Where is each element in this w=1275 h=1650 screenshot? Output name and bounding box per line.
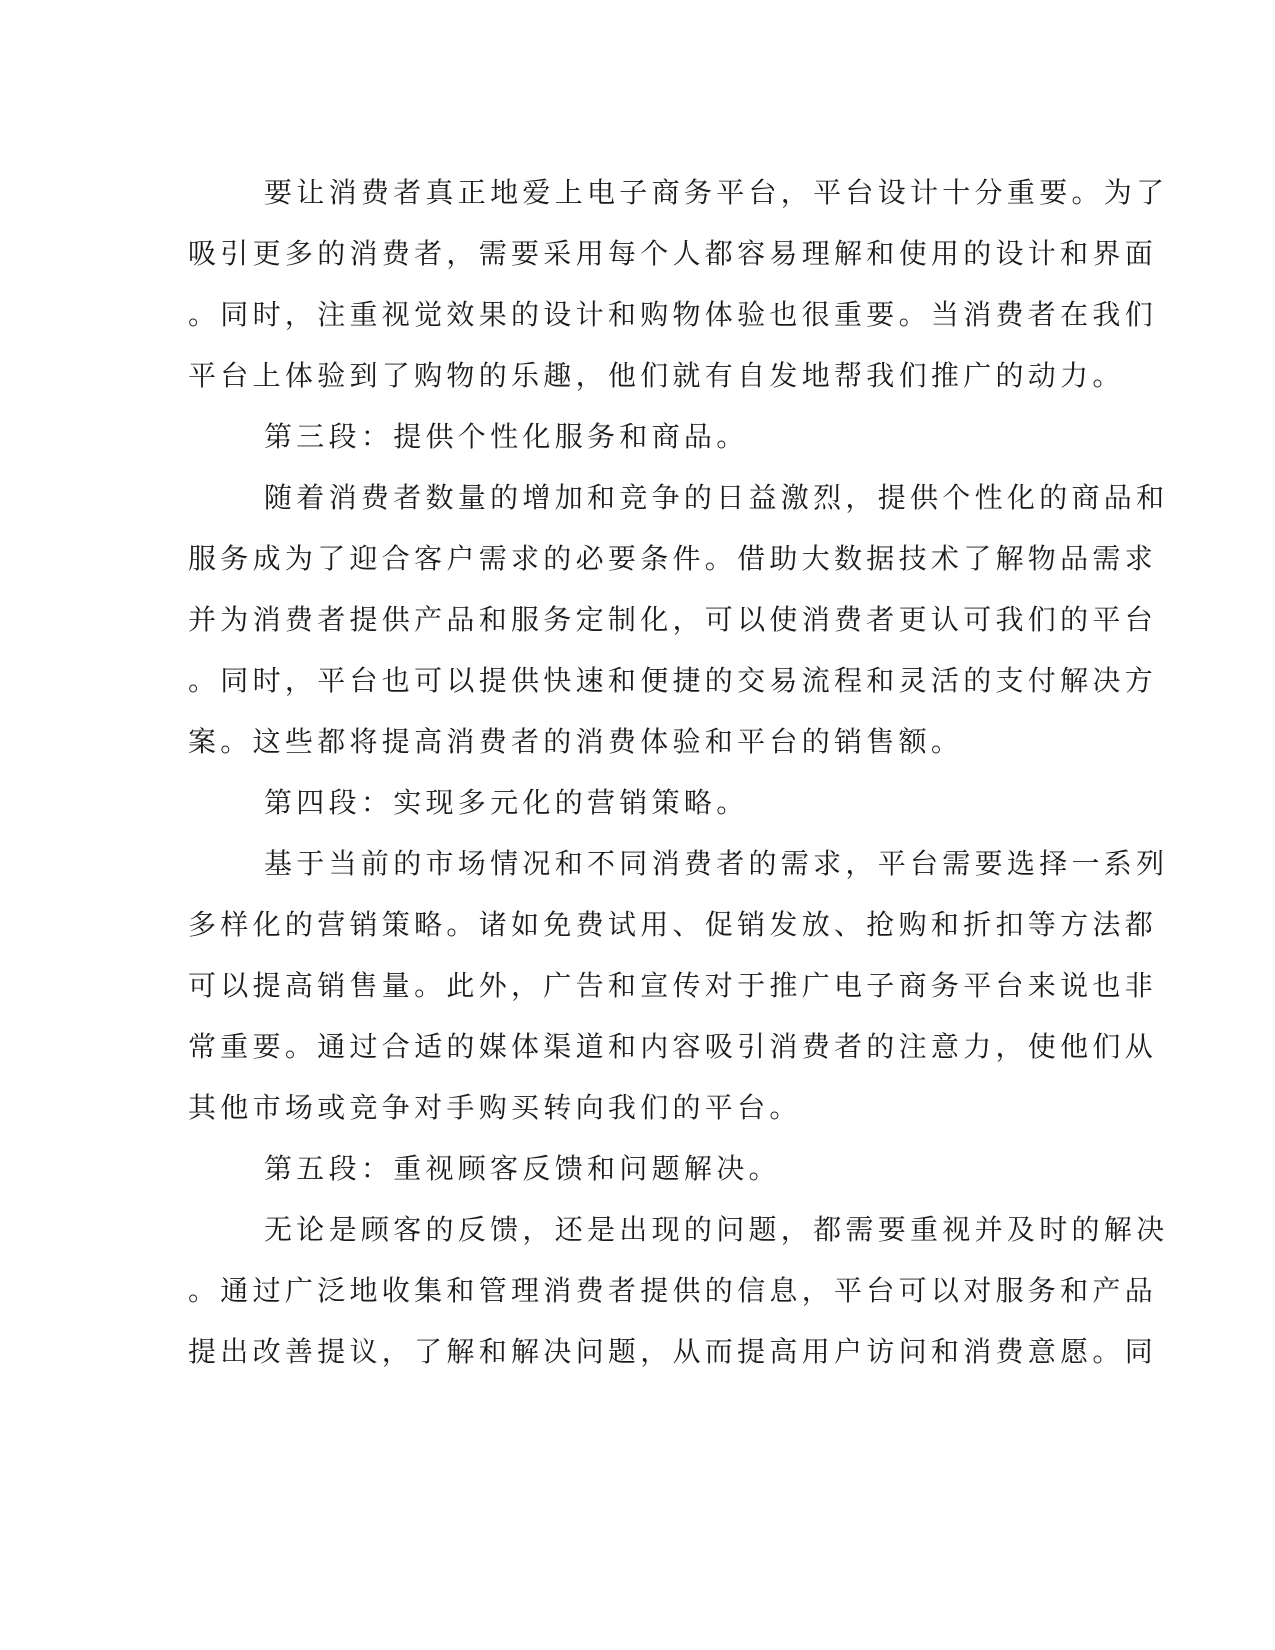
paragraph-line: 吸引更多的消费者，需要采用每个人都容易理解和使用的设计和界面: [188, 237, 1158, 270]
section-heading-4: 第四段：实现多元化的营销策略。: [264, 786, 749, 819]
paragraph-line: 平台上体验到了购物的乐趣，他们就有自发地帮我们推广的动力。: [188, 359, 1125, 392]
paragraph-line: 服务成为了迎合客户需求的必要条件。借助大数据技术了解物品需求: [188, 542, 1158, 575]
paragraph-line: 随着消费者数量的增加和竞争的日益激烈，提供个性化的商品和: [264, 481, 1169, 514]
paragraph-line: 无论是顾客的反馈，还是出现的问题，都需要重视并及时的解决: [264, 1213, 1169, 1246]
section-heading-3: 第三段：提供个性化服务和商品。: [264, 420, 749, 453]
paragraph-line: 案。这些都将提高消费者的消费体验和平台的销售额。: [188, 725, 964, 758]
paragraph-line: 其他市场或竞争对手购买转向我们的平台。: [188, 1091, 802, 1124]
paragraph-line: 常重要。通过合适的媒体渠道和内容吸引消费者的注意力，使他们从: [188, 1030, 1158, 1063]
paragraph-line: 。通过广泛地收集和管理消费者提供的信息，平台可以对服务和产品: [188, 1274, 1158, 1307]
paragraph-line: 要让消费者真正地爱上电子商务平台，平台设计十分重要。为了: [264, 176, 1169, 209]
document-body: [188, 162, 1169, 1382]
paragraph-line: 可以提高销售量。此外，广告和宣传对于推广电子商务平台来说也非: [188, 969, 1158, 1002]
paragraph-line: 并为消费者提供产品和服务定制化，可以使消费者更认可我们的平台: [188, 603, 1158, 636]
paragraph-line: 。同时，注重视觉效果的设计和购物体验也很重要。当消费者在我们: [188, 298, 1158, 331]
paragraph-line: 。同时，平台也可以提供快速和便捷的交易流程和灵活的支付解决方: [188, 664, 1158, 697]
paragraph-line: 提出改善提议，了解和解决问题，从而提高用户访问和消费意愿。同: [188, 1335, 1158, 1368]
paragraph-line: 多样化的营销策略。诸如免费试用、促销发放、抢购和折扣等方法都: [188, 908, 1158, 941]
paragraph-line: 基于当前的市场情况和不同消费者的需求，平台需要选择一系列: [264, 847, 1169, 880]
section-heading-5: 第五段：重视顾客反馈和问题解决。: [264, 1152, 781, 1185]
